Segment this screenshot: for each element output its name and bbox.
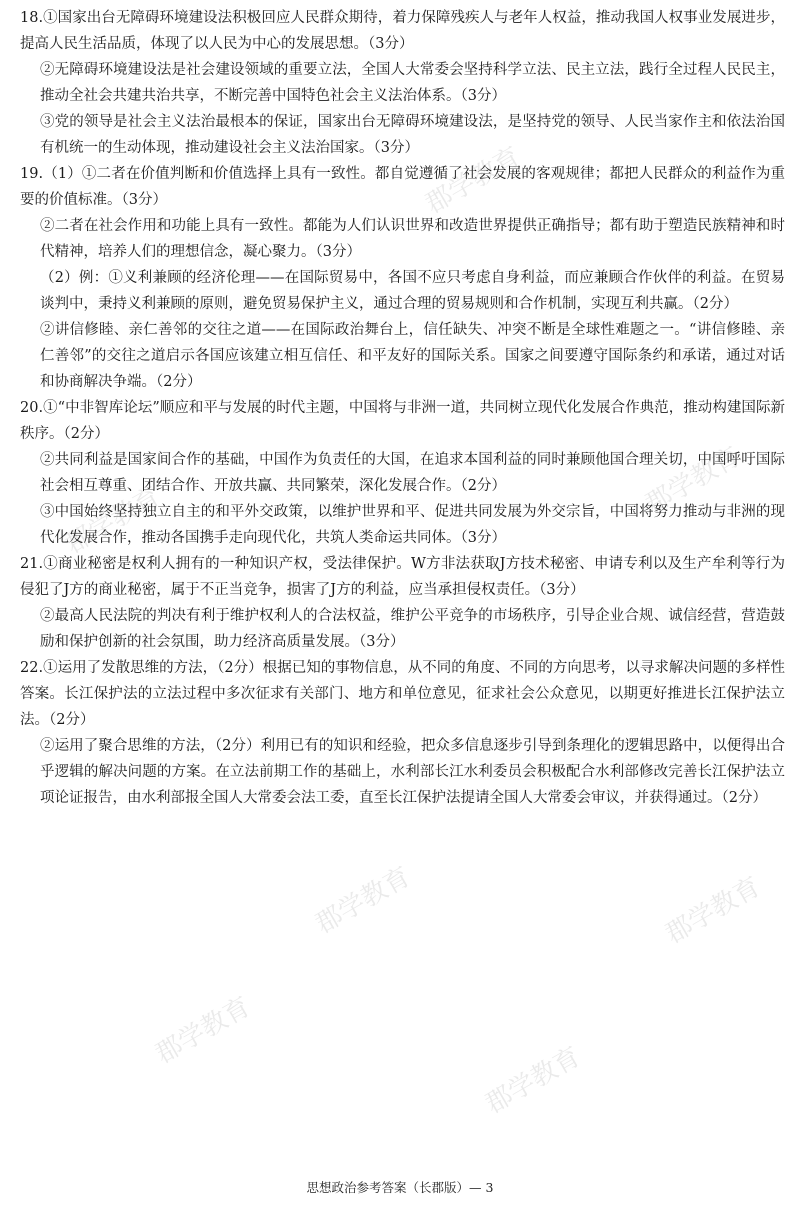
answer-18-point-3: ③党的领导是社会主义法治最根本的保证，国家出台无障碍环境建设法，是坚持党的领导、人民当家作主和依法治国有机统一的生动体现，推动建设社会主义法治国家。（3分） [40, 114, 785, 156]
answer-20-point-2: ②共同利益是国家间合作的基础，中国作为负责任的大国，在追求本国利益的同时兼顾他国合理关切，中国呼吁国际社会相互尊重、团结合作、开放共赢、共同繁荣，深化发展合作。（2分） [40, 452, 785, 494]
answer-18-point-2: ②无障碍环境建设法是社会建设领域的重要立法，全国人大常委会坚持科学立法、民主立法，践行全过程人民民主，推动全社会共建共治共享，不断完善中国特色社会主义法治体系。（3分） [40, 62, 785, 104]
answer-19-part1-point-1: 19.（1）①二者在价值判断和价值选择上具有一致性。都自觉遵循了社会发展的客观规律；都把人民群众的利益作为重要的价值标准。（3分） [20, 166, 785, 208]
page-footer: 思想政治参考答案（长郡版）— 3 [306, 1180, 494, 1195]
answer-18-point-1: 18.①国家出台无障碍环境建设法积极回应人民群众期待，着力保障残疾人与老年人权益，推动我国人权事业发展进步，提高人民生活品质，体现了以人民为中心的发展思想。（3分） [20, 10, 785, 52]
answer-22-point-1: 22.①运用了发散思维的方法，（2分）根据已知的事物信息，从不同的角度、不同的方向思考，以寻求解决问题的多样性答案。长江保护法的立法过程中多次征求有关部门、地方和单位意见，征求社会公众意见，以期更好推进长江保护法立法。（2分） [20, 660, 785, 728]
watermark: 郡学教育 [150, 991, 256, 1070]
watermark: 郡学教育 [480, 1041, 586, 1120]
watermark: 郡学教育 [60, 481, 166, 560]
answer-19-part2-point-1: （2）例：①义利兼顾的经济伦理——在国际贸易中，各国不应只考虑自身利益，而应兼顾合作伙伴的利益。在贸易谈判中，秉持义利兼顾的原则，避免贸易保护主义，通过合理的贸易规则和合作机制，实现互利共赢。（2分） [40, 270, 785, 312]
answer-content [20, 5, 785, 811]
answer-20-point-3: ③中国始终坚持独立自主的和平外交政策，以维护世界和平、促进共同发展为外交宗旨，中国将努力推动与非洲的现代化发展合作，推动各国携手走向现代化，共筑人类命运共同体。（3分） [40, 504, 785, 546]
watermark: 郡学教育 [660, 871, 766, 950]
answer-21-point-2: ②最高人民法院的判决有利于维护权利人的合法权益，维护公平竞争的市场秩序，引导企业合规、诚信经营，营造鼓励和保护创新的社会氛围，助力经济高质量发展。（3分） [40, 608, 785, 650]
answer-19-part1-point-2: ②二者在社会作用和功能上具有一致性。都能为人们认识世界和改造世界提供正确指导；都有助于塑造民族精神和时代精神，培养人们的理想信念，凝心聚力。（3分） [40, 218, 785, 260]
watermark: 郡学教育 [420, 141, 526, 220]
answer-19-part2-point-2: ②讲信修睦、亲仁善邻的交往之道——在国际政治舞台上，信任缺失、冲突不断是全球性难题之一。“讲信修睦、亲仁善邻”的交往之道启示各国应该建立相互信任、和平友好的国际关系。国家之间要遵守国际条约和承诺，通过对话和协商解决争端。（2分） [40, 322, 785, 390]
answer-20-point-1: 20.①“中非智库论坛”顺应和平与发展的时代主题，中国将与非洲一道，共同树立现代化发展合作典范，推动构建国际新秩序。（2分） [20, 400, 785, 442]
answer-22-point-2: ②运用了聚合思维的方法，（2分）利用已有的知识和经验，把众多信息逐步引导到条理化的逻辑思路中，以便得出合乎逻辑的解决问题的方案。在立法前期工作的基础上，水利部长江水利委员会积极配合水利部修改完善长江保护法立项论证报告，由水利部报全国人大常委会法工委，直至长江保护法提请全国人大常委会审议，并获得通过。（2分） [40, 738, 785, 806]
watermark: 郡学教育 [640, 441, 746, 520]
watermark: 郡学教育 [310, 861, 416, 940]
answer-21-point-1: 21.①商业秘密是权利人拥有的一种知识产权，受法律保护。W方非法获取J方技术秘密、申请专利以及生产牟利等行为侵犯了J方的商业秘密，属于不正当竞争，损害了J方的利益，应当承担侵权责任。（3分） [20, 556, 785, 598]
